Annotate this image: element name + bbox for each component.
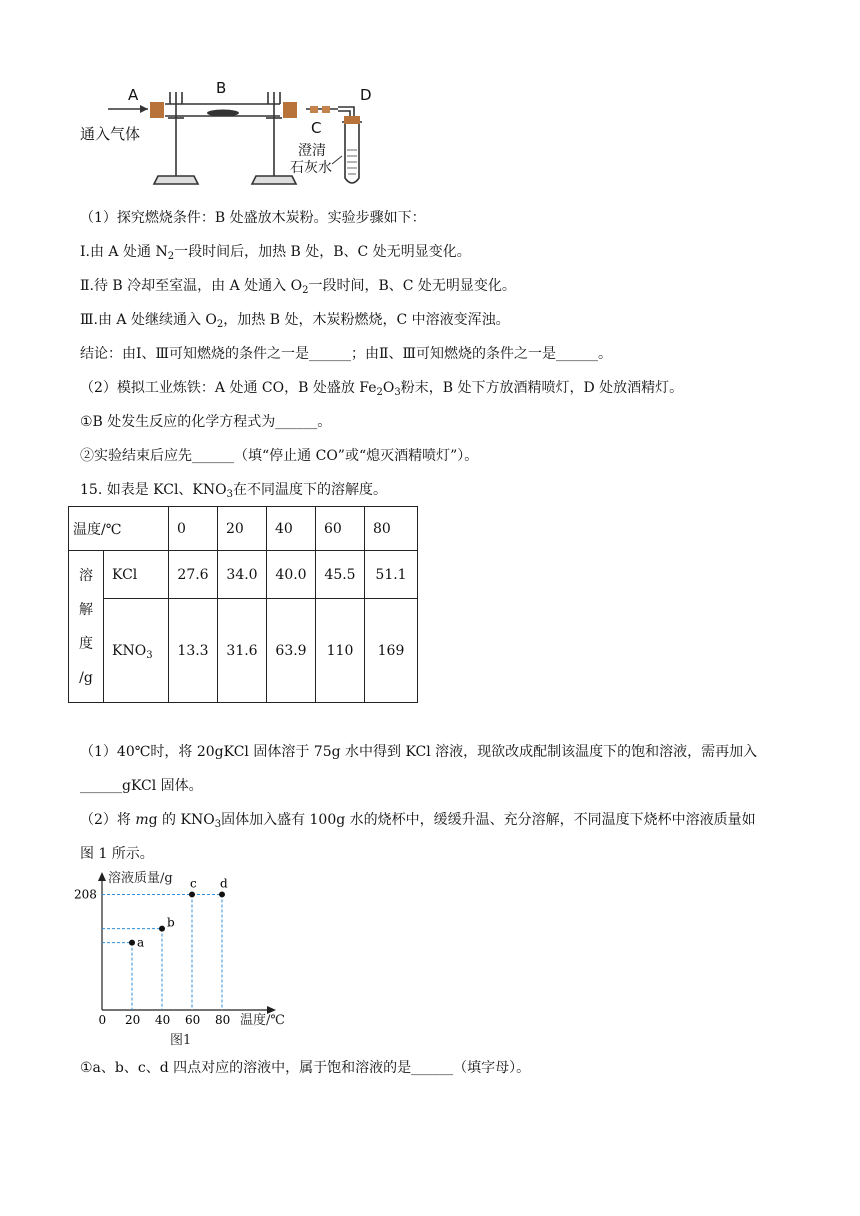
q15-part2-q1: ①a、b、c、d 四点对应的溶液中，属于饱和溶液的是______（填字母）。 (80, 1060, 531, 1076)
q14-step1-sub: 2 (167, 251, 175, 262)
kno3-label-sub: 3 (146, 649, 153, 661)
kcl-label: KCl (104, 551, 169, 599)
limewater-label-1: 澄清 (298, 143, 326, 159)
q15-intro (80, 480, 387, 500)
data-point-a (129, 940, 135, 946)
q14-part2 (80, 378, 683, 398)
q15-part2-a: （2）将 (80, 812, 136, 828)
table-header-row (69, 507, 418, 551)
data-point-d (219, 891, 225, 897)
kno3-value: 13.3 (169, 599, 218, 703)
x-tick-label: 80 (215, 1013, 231, 1027)
label-c: C (311, 119, 322, 137)
gas-in-label: 通入气体 (80, 125, 141, 143)
q15-part1-line1: （1）40℃时，将 20gKCl 固体溶于 75g 水中得到 KCl 溶液，现欲改成配制该温度下的饱和溶液，需再加入 (80, 744, 758, 760)
x-tick-label: 40 (155, 1013, 171, 1027)
q14-part2-sub1: 2 (376, 387, 383, 398)
q15-intro-b: 在不同温度下的溶解度。 (233, 482, 387, 498)
kno3-value: 110 (316, 599, 365, 703)
kcl-value: 40.0 (267, 551, 316, 599)
label-a: A (128, 86, 139, 104)
side-char-2: 解 (79, 601, 93, 618)
q14-step3-b: ，加热 B 处，木炭粉燃烧，C 中溶液变浑浊。 (223, 312, 510, 328)
q15-part2-sub: 3 (214, 819, 222, 830)
chart-xlabel: 温度/℃ (240, 1013, 285, 1028)
table-header-label: 温度/℃ (69, 507, 169, 551)
side-char-4: /g (79, 669, 93, 686)
table-row-kcl (69, 551, 418, 599)
q14-part2-q1: ①B 处发生反应的化学方程式为______。 (80, 414, 332, 430)
q15-part1-line2: ______gKCl 固体。 (80, 778, 203, 794)
point-label-a: a (137, 935, 145, 950)
limewater-label-2: 石灰水 (290, 160, 332, 176)
q14-part1-intro: （1）探究燃烧条件：B 处盛放木炭粉。实验步骤如下： (80, 210, 426, 226)
chart-title: 图1 (170, 1033, 192, 1048)
kno3-value: 31.6 (218, 599, 267, 703)
kcl-value: 34.0 (218, 551, 267, 599)
q14-step2-sub: 2 (302, 285, 309, 296)
kno3-value: 63.9 (267, 599, 316, 703)
q14-step3 (80, 310, 510, 330)
q15-intro-sub: 3 (226, 489, 233, 500)
kcl-value: 27.6 (169, 551, 218, 599)
data-point-c (189, 891, 195, 897)
solubility-table (68, 506, 418, 703)
q14-step2-a: Ⅱ.待 B 冷却至室温，由 A 处通入 O (80, 278, 303, 294)
q14-part2-mid: O (382, 380, 395, 396)
table-temp-20: 20 (218, 507, 267, 551)
chart-ylabel: 溶液质量/g (108, 871, 173, 886)
kcl-value: 51.1 (365, 551, 418, 599)
kno3-value: 169 (365, 599, 418, 703)
figure1-chart (70, 868, 310, 1056)
table-side-label (69, 551, 104, 703)
data-point-b (159, 926, 165, 932)
q15-part2-m: m (135, 812, 149, 828)
x-tick-label: 0 (98, 1013, 107, 1027)
q14-step2 (80, 276, 516, 296)
label-b: B (216, 79, 227, 97)
q14-step1-a: Ⅰ.由 A 处通 N (80, 244, 168, 260)
q14-part2-b: 粉末，B 处下方放酒精喷灯，D 处放酒精灯。 (400, 380, 684, 396)
q14-part2-sub2: 3 (394, 387, 401, 398)
label-d: D (360, 86, 372, 104)
q15-part2-line2: 图 1 所示。 (80, 846, 154, 862)
q15-intro-a: 15. 如表是 KCl、KNO (80, 482, 227, 498)
point-label-c: c (190, 876, 197, 891)
q14-step3-a: Ⅲ.由 A 处继续通入 O (80, 312, 217, 328)
kno3-label-text: KNO (112, 642, 147, 659)
q14-step2-b: 一段时间，B、C 处无明显变化。 (308, 278, 516, 294)
q15-part2-b: g 的 KNO (148, 812, 215, 828)
kno3-label (104, 599, 169, 703)
table-temp-80: 80 (365, 507, 418, 551)
q14-step1 (80, 242, 471, 262)
point-label-b: b (167, 915, 175, 930)
q14-part2-a: （2）模拟工业炼铁：A 处通 CO，B 处盛放 Fe (80, 380, 377, 396)
table-temp-0: 0 (169, 507, 218, 551)
q14-conclusion: 结论：由Ⅰ、Ⅲ可知燃烧的条件之一是______；由Ⅱ、Ⅲ可知燃烧的条件之一是______。 (80, 346, 613, 362)
side-char-1: 溶 (79, 567, 93, 584)
q15-part2-line1 (80, 810, 756, 830)
q14-part2-q2: ②实验结束后应先______（填“停止通 CO”或“熄灭酒精喷灯”）。 (80, 448, 479, 464)
table-temp-40: 40 (267, 507, 316, 551)
kcl-value: 45.5 (316, 551, 365, 599)
x-tick-label: 20 (125, 1013, 141, 1027)
point-label-d: d (220, 876, 228, 891)
side-char-3: 度 (79, 635, 93, 652)
q14-step3-sub: 2 (216, 319, 224, 330)
x-tick-label: 60 (185, 1013, 201, 1027)
table-row-kno3 (69, 599, 418, 703)
q15-part2-c: 固体加入盛有 100g 水的烧杯中，缓缓升温、充分溶解，不同温度下烧杯中溶液质量如 (221, 812, 756, 828)
q14-step1-b: 一段时间后，加热 B 处，B、C 处无明显变化。 (174, 244, 471, 260)
table-temp-60: 60 (316, 507, 365, 551)
y-tick-label: 208 (74, 887, 97, 902)
